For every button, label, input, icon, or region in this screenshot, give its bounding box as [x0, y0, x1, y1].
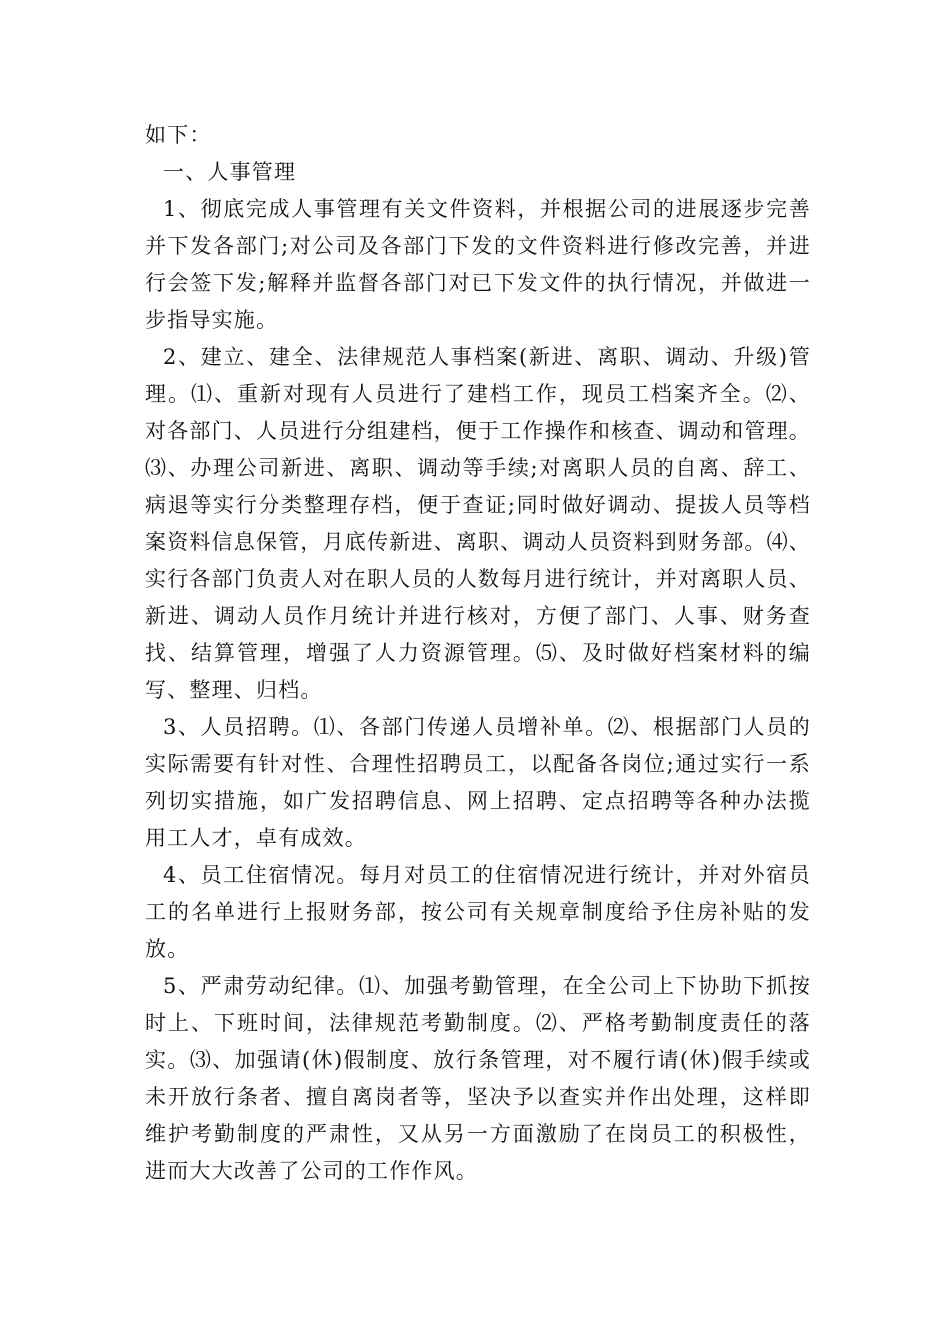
paragraph-3-line-2: 实际需要有针对性、合理性招聘员工，以配备各岗位;通过实行一系: [145, 752, 811, 776]
paragraph-5-line-3: 实。⑶、加强请(休)假制度、放行条管理，对不履行请(休)假手续或: [145, 1048, 811, 1072]
paragraph-2-line-3: 对各部门、人员进行分组建档，便于工作操作和核查、调动和管理。: [145, 419, 811, 443]
paragraph-2-line-6: 案资料信息保管，月底传新进、离职、调动人员资料到财务部。⑷、: [145, 530, 811, 554]
paragraph-5-line-4: 未开放行条者、擅自离岗者等，坚决予以查实并作出处理，这样即: [145, 1085, 811, 1109]
paragraph-4-line-2: 工的名单进行上报财务部，按公司有关规章制度给予住房补贴的发: [145, 900, 811, 924]
paragraph-2-line-8: 新进、调动人员作月统计并进行核对，方便了部门、人事、财务查: [145, 604, 811, 628]
paragraph-5-line-1: 5、严肃劳动纪律。⑴、加强考勤管理，在全公司上下协助下抓按: [163, 974, 811, 998]
paragraph-4-line-3: 放。: [145, 937, 190, 961]
paragraph-2-line-5: 病退等实行分类整理存档，便于查证;同时做好调动、提拔人员等档: [145, 493, 811, 517]
paragraph-5-line-5: 维护考勤制度的严肃性，又从另一方面激励了在岗员工的积极性，: [145, 1122, 811, 1146]
paragraph-4: [145, 857, 811, 968]
paragraph-1-line-1: 1、彻底完成人事管理有关文件资料，并根据公司的进展逐步完善: [163, 197, 811, 221]
paragraph-3: [145, 709, 811, 857]
paragraph-2-line-1: 2、建立、建全、法律规范人事档案(新进、离职、调动、升级)管: [163, 345, 811, 369]
paragraph-5: [145, 968, 811, 1190]
paragraph-1: [145, 191, 811, 339]
paragraph-1-line-2: 并下发各部门;对公司及各部门下发的文件资料进行修改完善，并进: [145, 234, 811, 258]
paragraph-2-line-10: 写、整理、归档。: [145, 678, 323, 702]
intro-text: 如下：: [145, 123, 212, 147]
paragraph-2-line-9: 找、结算管理，增强了人力资源管理。⑸、及时做好档案材料的编: [145, 641, 811, 665]
paragraph-2-line-4: ⑶、办理公司新进、离职、调动等手续;对离职人员的自离、辞工、: [145, 456, 811, 480]
paragraph-4-line-1: 4、员工住宿情况。每月对员工的住宿情况进行统计，并对外宿员: [163, 863, 811, 887]
paragraph-5-line-2: 时上、下班时间，法律规范考勤制度。⑵、严格考勤制度责任的落: [145, 1011, 811, 1035]
paragraph-1-line-4: 步指导实施。: [145, 308, 279, 332]
document-body: [145, 117, 811, 1190]
paragraph-3-line-1: 3、人员招聘。⑴、各部门传递人员增补单。⑵、根据部门人员的: [163, 715, 811, 739]
paragraph-1-line-3: 行会签下发;解释并监督各部门对已下发文件的执行情况，并做进一: [145, 271, 811, 295]
paragraph-3-line-4: 用工人才，卓有成效。: [145, 826, 367, 850]
section-title: 一、人事管理: [163, 160, 297, 184]
paragraph-2-line-2: 理。⑴、重新对现有人员进行了建档工作，现员工档案齐全。⑵、: [145, 382, 811, 406]
paragraph-2: [145, 339, 811, 709]
paragraph-5-line-6: 进而大大改善了公司的工作作风。: [145, 1159, 478, 1183]
paragraph-2-line-7: 实行各部门负责人对在职人员的人数每月进行统计，并对离职人员、: [145, 567, 811, 591]
paragraph-3-line-3: 列切实措施，如广发招聘信息、网上招聘、定点招聘等各种办法揽: [145, 789, 811, 813]
